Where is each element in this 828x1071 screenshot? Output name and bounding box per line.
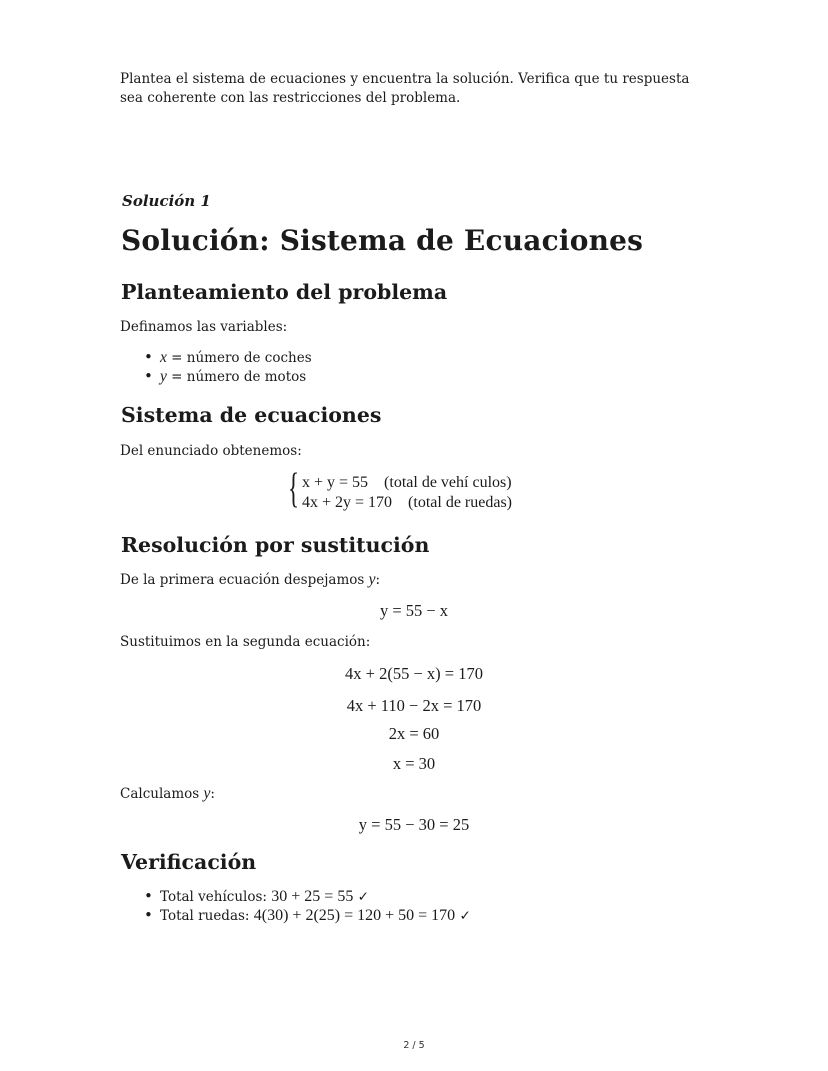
equation-system — [288, 466, 548, 516]
equation-d: x = 30 — [392, 754, 436, 773]
var-y: y — [160, 368, 167, 385]
equation-final: y = 55 − 30 = 25 — [358, 815, 470, 834]
list-item — [120, 348, 312, 367]
heading-planteamiento: Planteamiento del problema — [121, 280, 448, 304]
system-row-1 — [302, 474, 512, 492]
equation-b: 4x + 110 − 2x = 170 — [346, 696, 482, 715]
equation-a: 4x + 2(55 − x) = 170 — [345, 664, 483, 683]
verification-list — [120, 887, 471, 925]
step-calcular-var: y — [203, 785, 211, 802]
var-y-desc: = número de motos — [166, 369, 307, 385]
verify-label: Total vehículos: — [160, 889, 272, 905]
step-despejar-text: De la primera ecuación despejamos — [120, 572, 369, 588]
variables-intro: Definamos las variables: — [120, 319, 288, 335]
step-calcular-text: Calculamos — [120, 786, 204, 802]
system-row-2 — [302, 494, 512, 512]
equation-y: y = 55 − x — [379, 601, 449, 620]
system-note-2: (total de ruedas) — [408, 494, 512, 511]
heading-resolucion: Resolución por sustitución — [121, 533, 430, 557]
list-item — [120, 906, 471, 925]
verify-math: 30 + 25 = 55 — [271, 888, 354, 905]
heading-verificacion: Verificación — [121, 850, 257, 874]
step-calcular-end: : — [210, 786, 215, 802]
step-despejar-var: y — [368, 571, 376, 588]
list-item — [120, 367, 312, 386]
verify-math: 4(30) + 2(25) = 120 + 50 = 170 — [253, 907, 456, 924]
verify-label: Total ruedas: — [160, 908, 254, 924]
problem-statement: Plantea el sistema de ecuaciones y encuentra la solución. Verifica que tu respuesta sea coherente con las restricciones del problema. — [120, 71, 690, 106]
variables-list — [120, 348, 312, 386]
step-despejar — [120, 571, 380, 589]
list-item — [120, 887, 471, 906]
system-eq-2: 4x + 2y = 170 — [302, 494, 393, 511]
solution-label: Solución 1 — [122, 192, 211, 210]
step-calcular — [120, 785, 215, 803]
var-x-desc: = número de coches — [166, 350, 312, 366]
page-title: Solución: Sistema de Ecuaciones — [121, 224, 644, 257]
brace-icon: { — [288, 466, 300, 512]
sistema-intro: Del enunciado obtenemos: — [120, 443, 302, 459]
step-despejar-end: : — [375, 572, 381, 588]
system-note-1: (total de vehí culos) — [384, 474, 512, 491]
system-eq-1: x + y = 55 — [302, 474, 369, 491]
page-number: 2 / 5 — [403, 1040, 425, 1051]
heading-sistema: Sistema de ecuaciones — [121, 403, 382, 427]
step-sustituir: Sustituimos en la segunda ecuación: — [120, 634, 371, 650]
var-x: x — [160, 349, 167, 366]
check-icon: ✓ — [455, 908, 471, 924]
equation-c: 2x = 60 — [388, 724, 440, 743]
check-icon: ✓ — [353, 889, 369, 905]
